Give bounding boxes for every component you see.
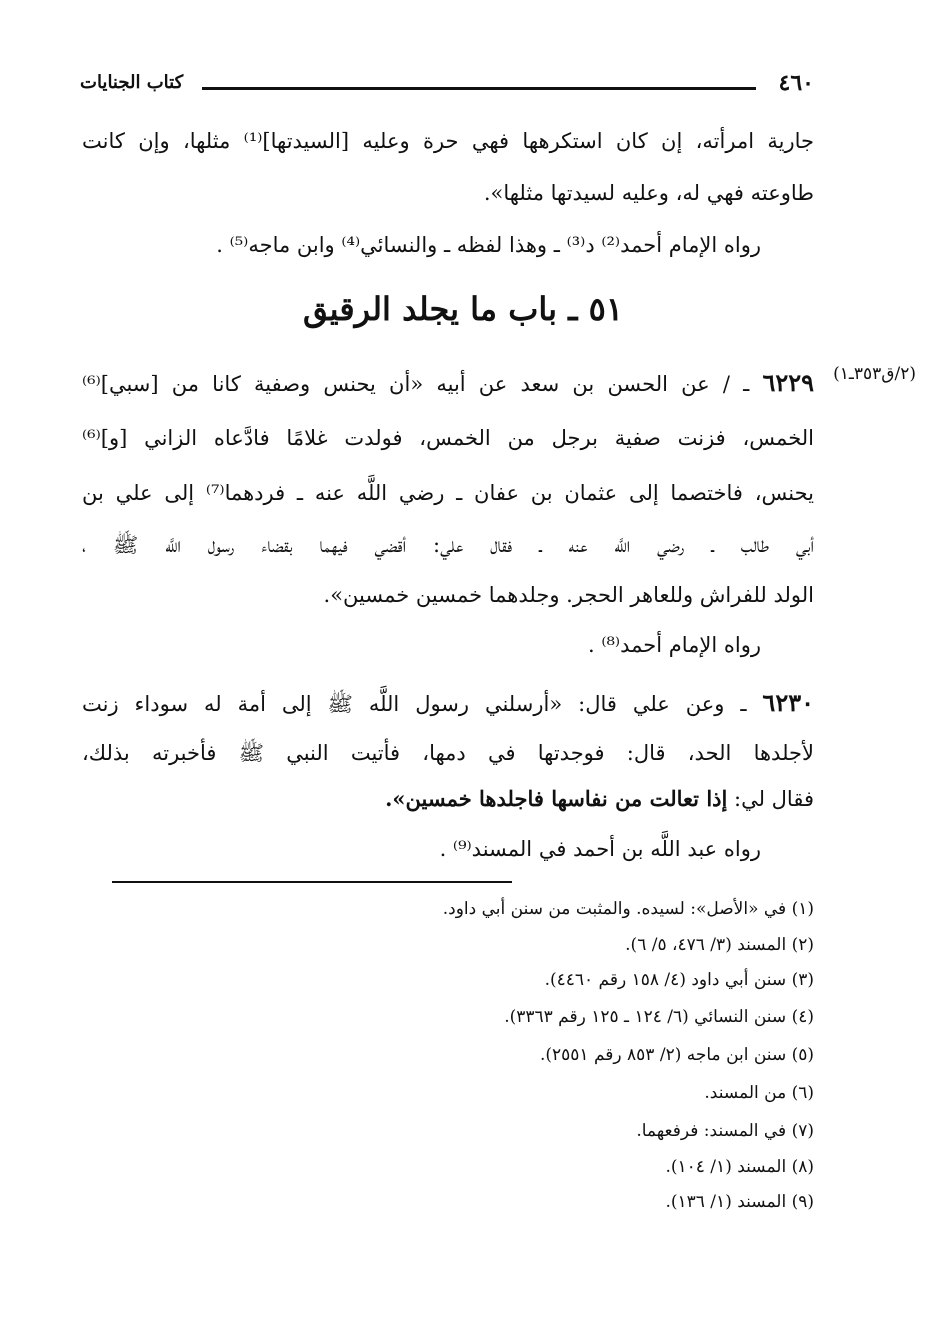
footnote-4: (٤) سنن النسائي (٦/ ١٢٤ ـ ١٢٥ رقم ٣٣٦٣). bbox=[504, 1007, 814, 1027]
hadith-6230-line-3: فقال لي: إذا تعالت من نفاسها فاجلدها خمسين». bbox=[385, 786, 814, 811]
hadith-6229-line-2: الخمس، فزنت صفية برجل من الخمس، فولدت غلامًا فادَّعاه الزاني [و]⁽⁶⁾ bbox=[82, 426, 814, 450]
footnote-6: (٦) من المسند. bbox=[704, 1083, 814, 1103]
footnote-3: (٣) سنن أبي داود (٤/ ١٥٨ رقم ٤٤٦٠). bbox=[544, 970, 814, 990]
hadith-6229-line-5: الولد للفراش وللعاهر الحجر. وجلدهما خمسين خمسين». bbox=[323, 583, 814, 607]
footnote-7: (٧) في المسند: فرفعهما. bbox=[636, 1121, 814, 1141]
footnote-8: (٨) المسند (١/ ١٠٤). bbox=[665, 1157, 814, 1177]
hadith-6230-citation: رواه عبد اللَّه بن أحمد في المسند⁽⁹⁾ . bbox=[439, 837, 761, 861]
page-number: ٤٦٠ bbox=[778, 70, 814, 96]
manuscript-reference: (٢/ق٣٥٣ـ١) bbox=[833, 364, 916, 384]
intro-line-1: جارية امرأته، إن كان استكرهها فهي حرة وعليه [السيدتها]⁽¹⁾ مثلها، وإن كانت bbox=[82, 129, 814, 153]
intro-line-2: طاوعته فهي له، وعليه لسيدتها مثلها». bbox=[483, 181, 814, 205]
hadith-6230-line-1: ٦٢٣٠ ـ وعن علي قال: «أرسلني رسول اللَّه ﷺ إلى أمة له سوداء زنت bbox=[82, 688, 814, 717]
hadith-number: ٦٢٣٠ bbox=[762, 688, 814, 717]
hadith-6229-line-1: ٦٢٢٩ ـ / عن الحسن بن سعد عن أبيه «أن يحنس وصفية كانا من [سبي]⁽⁶⁾ bbox=[82, 368, 814, 397]
hadith-6229-citation: رواه الإمام أحمد⁽⁸⁾ . bbox=[587, 633, 761, 657]
prophet-quote: إذا تعالت من نفاسها فاجلدها خمسين». bbox=[385, 786, 728, 811]
hadith-number: ٦٢٢٩ bbox=[762, 368, 814, 397]
page-header bbox=[80, 68, 814, 104]
hadith-6230-line-2: لأجلدها الحد، قال: فوجدتها في دمها، فأتيت النبي ﷺ فأخبرته بذلك، bbox=[82, 741, 814, 765]
section-heading: ٥١ ـ باب ما يجلد الرقيق bbox=[302, 290, 623, 328]
chapter-title: كتاب الجنايات bbox=[80, 72, 184, 93]
footnote-9: (٩) المسند (١/ ١٣٦). bbox=[665, 1192, 814, 1212]
header-rule bbox=[202, 87, 756, 90]
footnote-2: (٢) المسند (٣/ ٤٧٦، ٥/ ٦). bbox=[625, 935, 814, 955]
intro-citation: رواه الإمام أحمد⁽²⁾ د⁽³⁾ ـ وهذا لفظه ـ والنسائي⁽⁴⁾ وابن ماجه⁽⁵⁾ . bbox=[216, 233, 761, 257]
footnote-5: (٥) سنن ابن ماجه (٢/ ٨٥٣ رقم ٢٥٥١). bbox=[539, 1045, 814, 1065]
footnote-1: (١) في «الأصل»: لسيده. والمثبت من سنن أبي داود. bbox=[442, 899, 814, 919]
hadith-6229-line-3: يحنس، فاختصما إلى عثمان بن عفان ـ رضي اللَّه عنه ـ فردهما⁽⁷⁾ إلى علي بن bbox=[82, 481, 814, 505]
footnote-separator bbox=[112, 881, 512, 883]
hadith-6229-line-4: أبي طالب ـ رضي اللَّه عنه ـ فقال علي: أقضي فيهما بقضاء رسول اللَّه ﷺ ، bbox=[82, 533, 814, 557]
